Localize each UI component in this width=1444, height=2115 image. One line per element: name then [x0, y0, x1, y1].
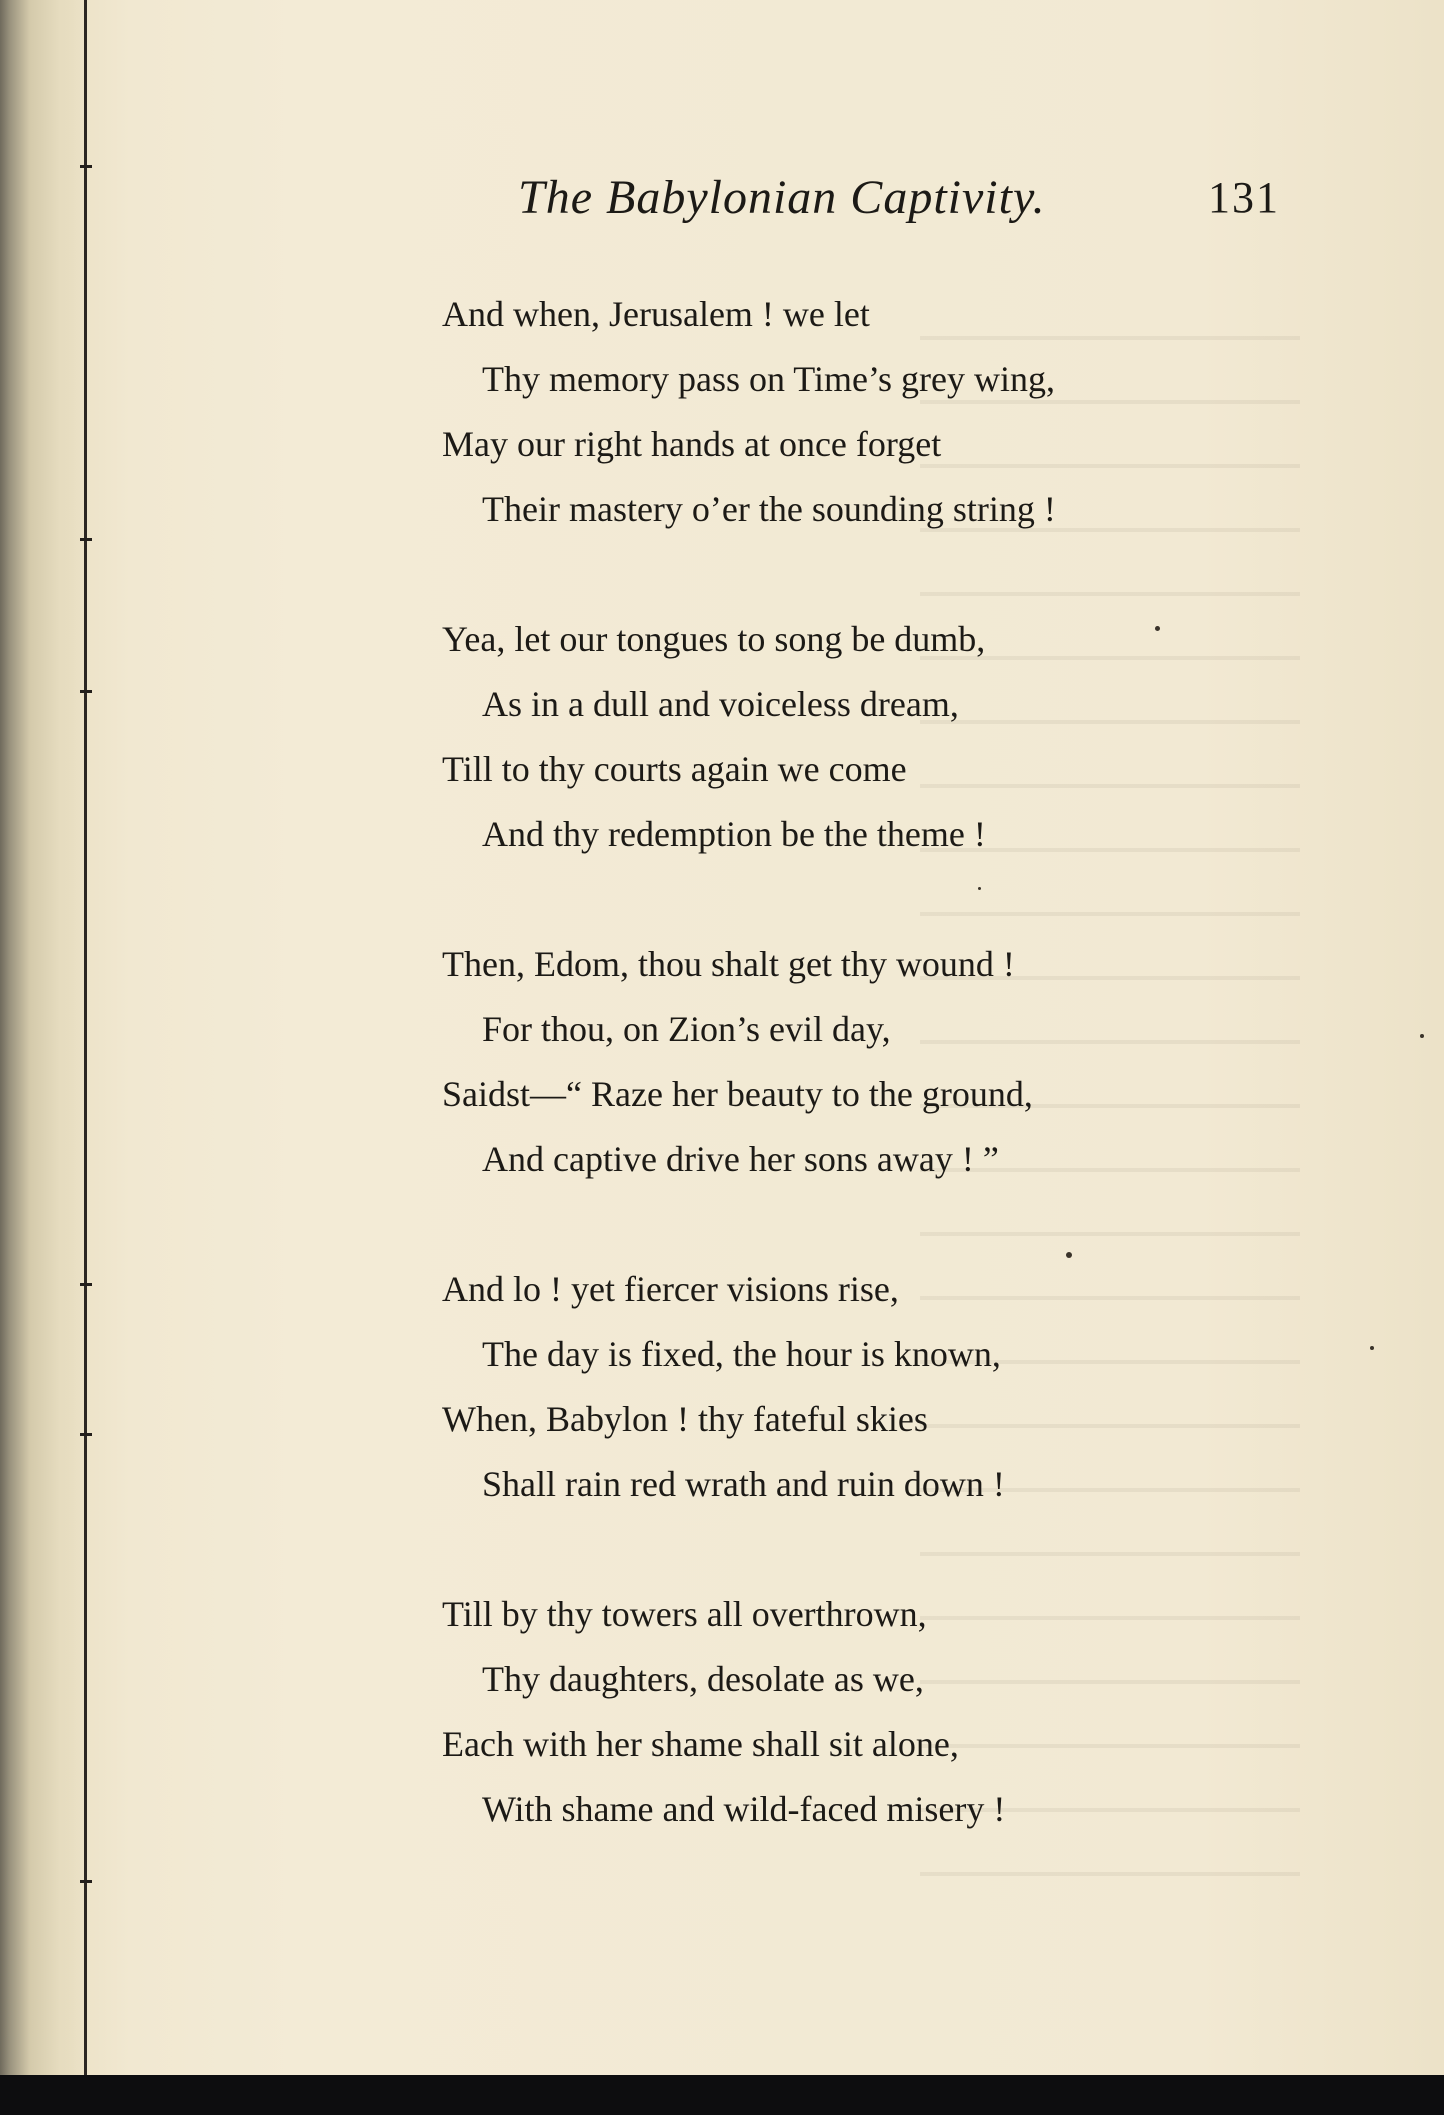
poem-line: And lo ! yet fiercer visions rise, — [442, 1269, 899, 1309]
poem-line: As in a dull and voiceless dream, — [482, 684, 959, 724]
stanza — [442, 932, 1342, 1192]
poem-line: Thy memory pass on Time’s grey wing, — [482, 359, 1055, 399]
binding-stitch — [80, 165, 92, 168]
stanza — [442, 282, 1342, 542]
running-head — [0, 170, 1444, 240]
page-bottom-edge — [0, 2075, 1444, 2115]
poem-line: Shall rain red wrath and ruin down ! — [482, 1464, 1005, 1504]
poem-body — [442, 282, 1342, 1907]
poem-line: When, Babylon ! thy fateful skies — [442, 1399, 928, 1439]
poem-line: Then, Edom, thou shalt get thy wound ! — [442, 944, 1015, 984]
poem-line: May our right hands at once forget — [442, 424, 942, 464]
binding-stitch — [80, 1880, 92, 1883]
poem-line: Each with her shame shall sit alone, — [442, 1724, 959, 1764]
poem-line: Saidst—“ Raze her beauty to the ground, — [442, 1074, 1033, 1114]
stanza — [442, 607, 1342, 867]
book-spine — [0, 0, 88, 2075]
poem-line: Till to thy courts again we come — [442, 749, 907, 789]
stanza — [442, 1582, 1342, 1842]
binding-gutter-line — [84, 0, 87, 2075]
paper-speck — [1370, 1346, 1374, 1350]
poem-line: With shame and wild-faced misery ! — [482, 1789, 1006, 1829]
running-title: The Babylonian Captivity. — [518, 171, 1046, 224]
poem-line: Their mastery o’er the sounding string ! — [482, 489, 1056, 529]
poem-line: The day is fixed, the hour is known, — [482, 1334, 1001, 1374]
poem-line: Yea, let our tongues to song be dumb, — [442, 619, 986, 659]
poem-line: Till by thy towers all overthrown, — [442, 1594, 927, 1634]
stanza — [442, 1257, 1342, 1517]
poem-line: For thou, on Zion’s evil day, — [482, 1009, 891, 1049]
poem-line: And thy redemption be the theme ! — [482, 814, 986, 854]
page-number: 131 — [1208, 173, 1280, 222]
poem-line: And when, Jerusalem ! we let — [442, 294, 870, 334]
binding-stitch — [80, 1283, 92, 1286]
poem-line: Thy daughters, desolate as we, — [482, 1659, 924, 1699]
binding-stitch — [80, 538, 92, 541]
binding-stitch — [80, 1433, 92, 1436]
paper-speck — [1420, 1034, 1424, 1038]
binding-stitch — [80, 690, 92, 693]
poem-line: And captive drive her sons away ! ” — [482, 1139, 999, 1179]
